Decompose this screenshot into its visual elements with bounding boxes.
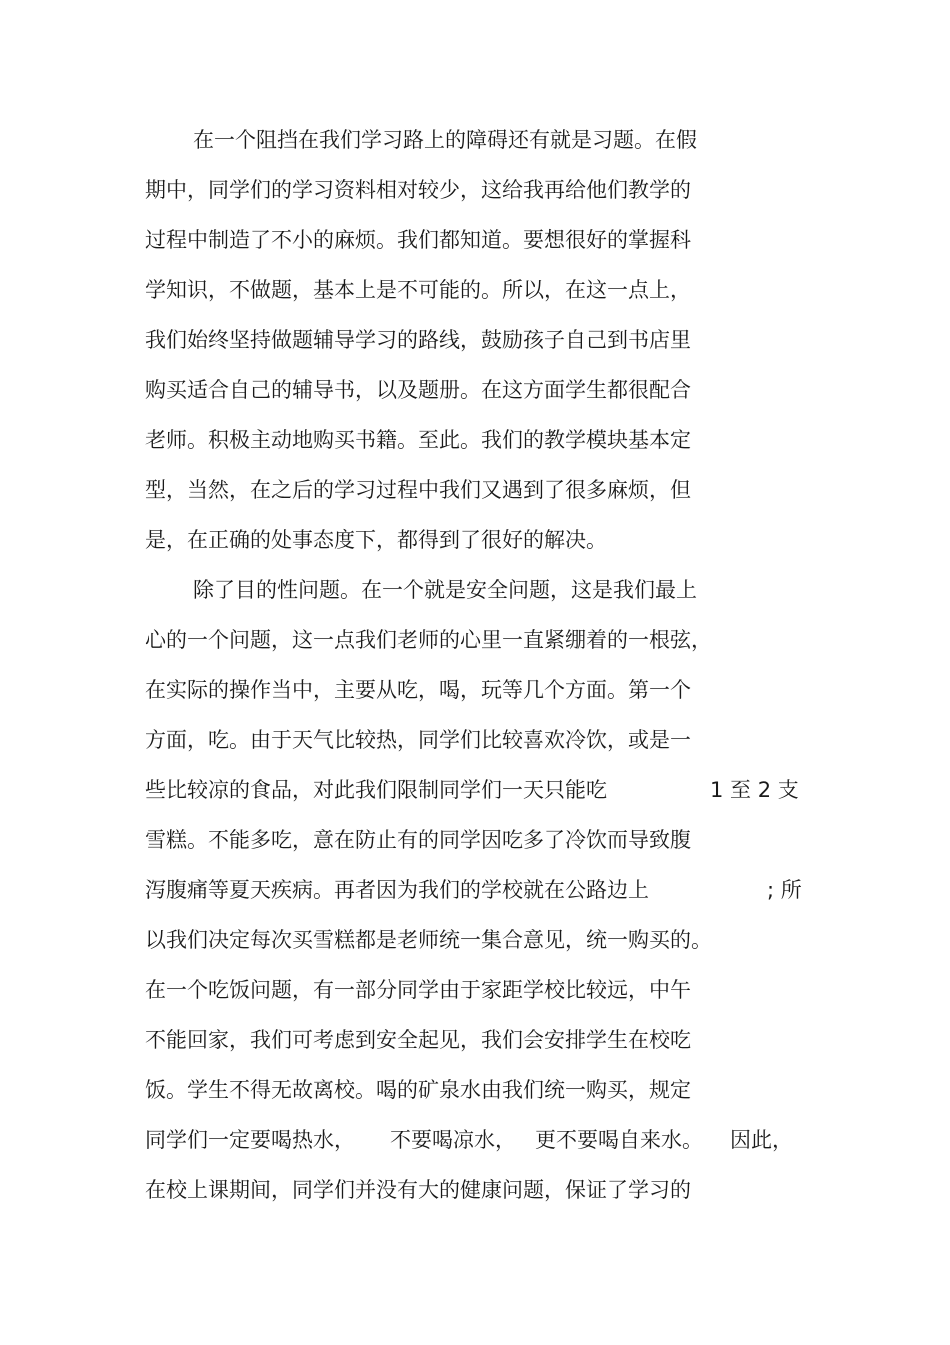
text-segment: 更不要喝自来水。: [535, 1128, 703, 1152]
text-line: 以我们决定每次买雪糕都是老师统一集合意见，统一购买的。: [145, 928, 712, 952]
text-line: 除了目的性问题。在一个就是安全问题，这是我们最上: [193, 578, 697, 602]
text-line: 方面，吃。由于天气比较热，同学们比较喜欢冷饮，或是一: [145, 728, 691, 752]
text-line: 老师。积极主动地购买书籍。至此。我们的教学模块基本定: [145, 428, 691, 452]
text-line: 心的一个问题，这一点我们老师的心里一直紧绷着的一根弦，: [145, 628, 712, 652]
text-line: 在一个吃饭问题，有一部分同学由于家距学校比较远，中午: [145, 978, 691, 1002]
text-line: 不能回家，我们可考虑到安全起见，我们会安排学生在校吃: [145, 1028, 691, 1052]
text-line: [145, 875, 810, 905]
text-line: 是，在正确的处事态度下，都得到了很好的解决。: [145, 528, 607, 552]
text-line: 期中，同学们的学习资料相对较少，这给我再给他们教学的: [145, 178, 691, 202]
text-line: 型，当然，在之后的学习过程中我们又遇到了很多麻烦，但: [145, 478, 691, 502]
text-segment: 泻腹痛等夏天疾病。再者因为我们的学校就在公路边上: [145, 878, 649, 902]
text-line: 在实际的操作当中，主要从吃，喝，玩等几个方面。第一个: [145, 678, 691, 702]
text-line: [145, 1125, 805, 1155]
text-segment: 不要喝凉水，: [390, 1128, 516, 1152]
text-segment: 因此，: [730, 1128, 793, 1152]
text-line: 饭。学生不得无故离校。喝的矿泉水由我们统一购买，规定: [145, 1078, 691, 1102]
text-segment: 1 至 2 支: [710, 778, 799, 802]
text-line: 学知识，不做题，基本上是不可能的。所以，在这一点上，: [145, 278, 691, 302]
text-line: 雪糕。不能多吃，意在防止有的同学因吃多了冷饮而导致腹: [145, 828, 691, 852]
text-line: 购买适合自己的辅导书，以及题册。在这方面学生都很配合: [145, 378, 691, 402]
text-segment: 些比较凉的食品，对此我们限制同学们一天只能吃: [145, 778, 607, 802]
text-line: 在校上课期间，同学们并没有大的健康问题，保证了学习的: [145, 1178, 691, 1202]
text-segment: ; 所: [767, 878, 802, 902]
text-line: 在一个阻挡在我们学习路上的障碍还有就是习题。在假: [193, 128, 697, 152]
text-line: [145, 775, 810, 805]
text-line: 我们始终坚持做题辅导学习的路线，鼓励孩子自己到书店里: [145, 328, 691, 352]
text-segment: 同学们一定要喝热水，: [145, 1128, 355, 1152]
text-line: 过程中制造了不小的麻烦。我们都知道。要想很好的掌握科: [145, 228, 691, 252]
